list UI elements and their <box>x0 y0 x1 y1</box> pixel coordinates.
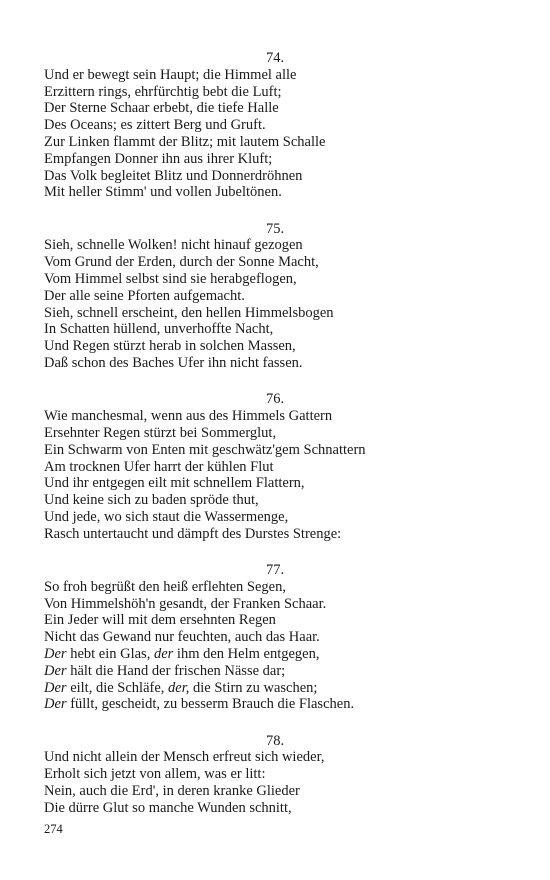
verse-line <box>44 168 506 185</box>
verse-text: Ein Schwarm von Enten mit geschwätz'gem Schnattern <box>44 441 366 458</box>
verse-line <box>44 100 506 117</box>
verse-line <box>44 800 506 817</box>
verse-line <box>44 117 506 134</box>
verse-line <box>44 288 506 305</box>
verse-line <box>44 783 506 800</box>
stanza <box>44 391 506 542</box>
verse-line <box>44 526 506 543</box>
verse-text: Die dürre Glut so manche Wunden schnitt, <box>44 799 292 816</box>
verse-line <box>44 84 506 101</box>
verse-text: Sieh, schnell erscheint, den hellen Himmelsbogen <box>44 304 334 321</box>
verse-text: Empfangen Donner ihn aus ihrer Kluft; <box>44 150 273 167</box>
verse-line <box>44 579 506 596</box>
verse-text: So froh begrüßt den heiß erflehten Segen, <box>44 578 286 595</box>
verse-line <box>44 696 506 713</box>
verse-line <box>44 151 506 168</box>
stanza <box>44 562 506 713</box>
verse-line <box>44 680 506 697</box>
verse-line <box>44 321 506 338</box>
stanza-number: 77. <box>265 562 285 579</box>
italic-pronoun: der, <box>168 679 190 696</box>
verse-line <box>44 425 506 442</box>
verse-text: Am trocknen Ufer harrt der kühlen Flut <box>44 458 274 475</box>
italic-pronoun: Der <box>44 696 67 713</box>
stanza-number: 76. <box>265 391 285 408</box>
verse-line <box>44 254 506 271</box>
verse-line <box>44 408 506 425</box>
verse-line <box>44 612 506 629</box>
verse-text: eilt, die Schläfe, <box>66 679 169 696</box>
italic-pronoun: Der <box>44 662 67 679</box>
verse-text: Erzittern rings, ehrfürchtig bebt die Luft; <box>44 83 282 100</box>
verse-line <box>44 629 506 646</box>
stanza <box>44 50 506 201</box>
verse-line <box>44 646 506 663</box>
verse-line <box>44 338 506 355</box>
verse-text: Rasch untertaucht und dämpft des Durstes Strenge: <box>44 525 342 542</box>
verse-line <box>44 663 506 680</box>
italic-pronoun: der <box>153 646 174 662</box>
verse-line <box>44 305 506 322</box>
verse-text: Ein Jeder will mit dem ersehnten Regen <box>44 612 276 629</box>
verse-text: hält die Hand der frischen Nässe dar; <box>66 662 286 679</box>
verse-text: Der Sterne Schaar erbebt, die tiefe Halle <box>44 100 279 117</box>
verse-text: die Stirn zu waschen; <box>189 679 318 696</box>
verse-line <box>44 766 506 783</box>
verse-text: Wie manchesmal, wenn aus des Himmels Gattern <box>44 408 333 425</box>
verse-text: Sieh, schnelle Wolken! nicht hinauf gezogen <box>44 237 303 254</box>
verse-text: Das Volk begleitet Blitz und Donnerdröhnen <box>44 167 303 184</box>
verse-text: Ersehnter Regen stürzt bei Sommerglut, <box>44 424 277 441</box>
verse-text: Mit heller Stimm' und vollen Jubeltönen. <box>44 184 282 201</box>
stanza <box>44 733 506 817</box>
verse-text: Der alle seine Pforten aufgemacht. <box>44 287 245 304</box>
verse-line <box>44 67 506 84</box>
verse-line <box>44 134 506 151</box>
italic-pronoun: Der <box>44 679 67 696</box>
page-number: 274 <box>44 822 63 836</box>
verse-text: Und nicht allein der Mensch erfreut sich wieder, <box>44 749 325 766</box>
verse-text: ihm den Helm entgegen, <box>173 646 320 662</box>
verse-text: Nein, auch die Erd', in deren kranke Glieder <box>44 783 300 800</box>
verse-text: Daß schon des Baches Ufer ihn nicht fassen. <box>44 355 303 372</box>
verse-line <box>44 355 506 372</box>
verse-line <box>44 237 506 254</box>
verse-text: Vom Himmel selbst sind sie herabgeflogen, <box>44 271 297 288</box>
verse-line <box>44 596 506 613</box>
verse-text: Zur Linken flammt der Blitz; mit lautem Schalle <box>44 133 326 150</box>
stanza-number: 75. <box>265 220 285 237</box>
verse-line <box>44 749 506 766</box>
verse-text: hebt ein Glas, <box>66 646 154 662</box>
verse-text: In Schatten hüllend, unverhoffte Nacht, <box>44 321 274 338</box>
verse-text: Und jede, wo sich staut die Wassermenge, <box>44 508 289 525</box>
verse-text: Des Oceans; es zittert Berg und Gruft. <box>44 117 266 134</box>
poem-page <box>44 50 506 836</box>
verse-line <box>44 509 506 526</box>
verse-line <box>44 442 506 459</box>
verse-line <box>44 475 506 492</box>
verse-text: Erholt sich jetzt von allem, was er litt: <box>44 766 266 783</box>
verse-text: Und Regen stürzt herab in solchen Massen, <box>44 338 296 355</box>
verse-text: Nicht das Gewand nur feuchten, auch das Haar. <box>44 629 320 646</box>
verse-text: Und ihr entgegen eilt mit schnellem Flattern, <box>44 475 305 492</box>
verse-line <box>44 271 506 288</box>
verse-line <box>44 459 506 476</box>
verse-text: Und keine sich zu baden spröde thut, <box>44 492 259 509</box>
stanza-number: 74. <box>265 50 285 66</box>
verse-text: Vom Grund der Erden, durch der Sonne Macht, <box>44 254 319 271</box>
verse-line <box>44 492 506 509</box>
stanza <box>44 221 506 372</box>
verse-text: Und er bewegt sein Haupt; die Himmel alle <box>44 66 297 83</box>
stanza-number: 78. <box>265 732 285 749</box>
verse-line <box>44 184 506 201</box>
verse-text: Von Himmelshöh'n gesandt, der Franken Schaar. <box>44 595 327 612</box>
verse-text: füllt, gescheidt, zu besserm Brauch die Flaschen. <box>66 696 355 713</box>
italic-pronoun: Der <box>44 646 67 662</box>
